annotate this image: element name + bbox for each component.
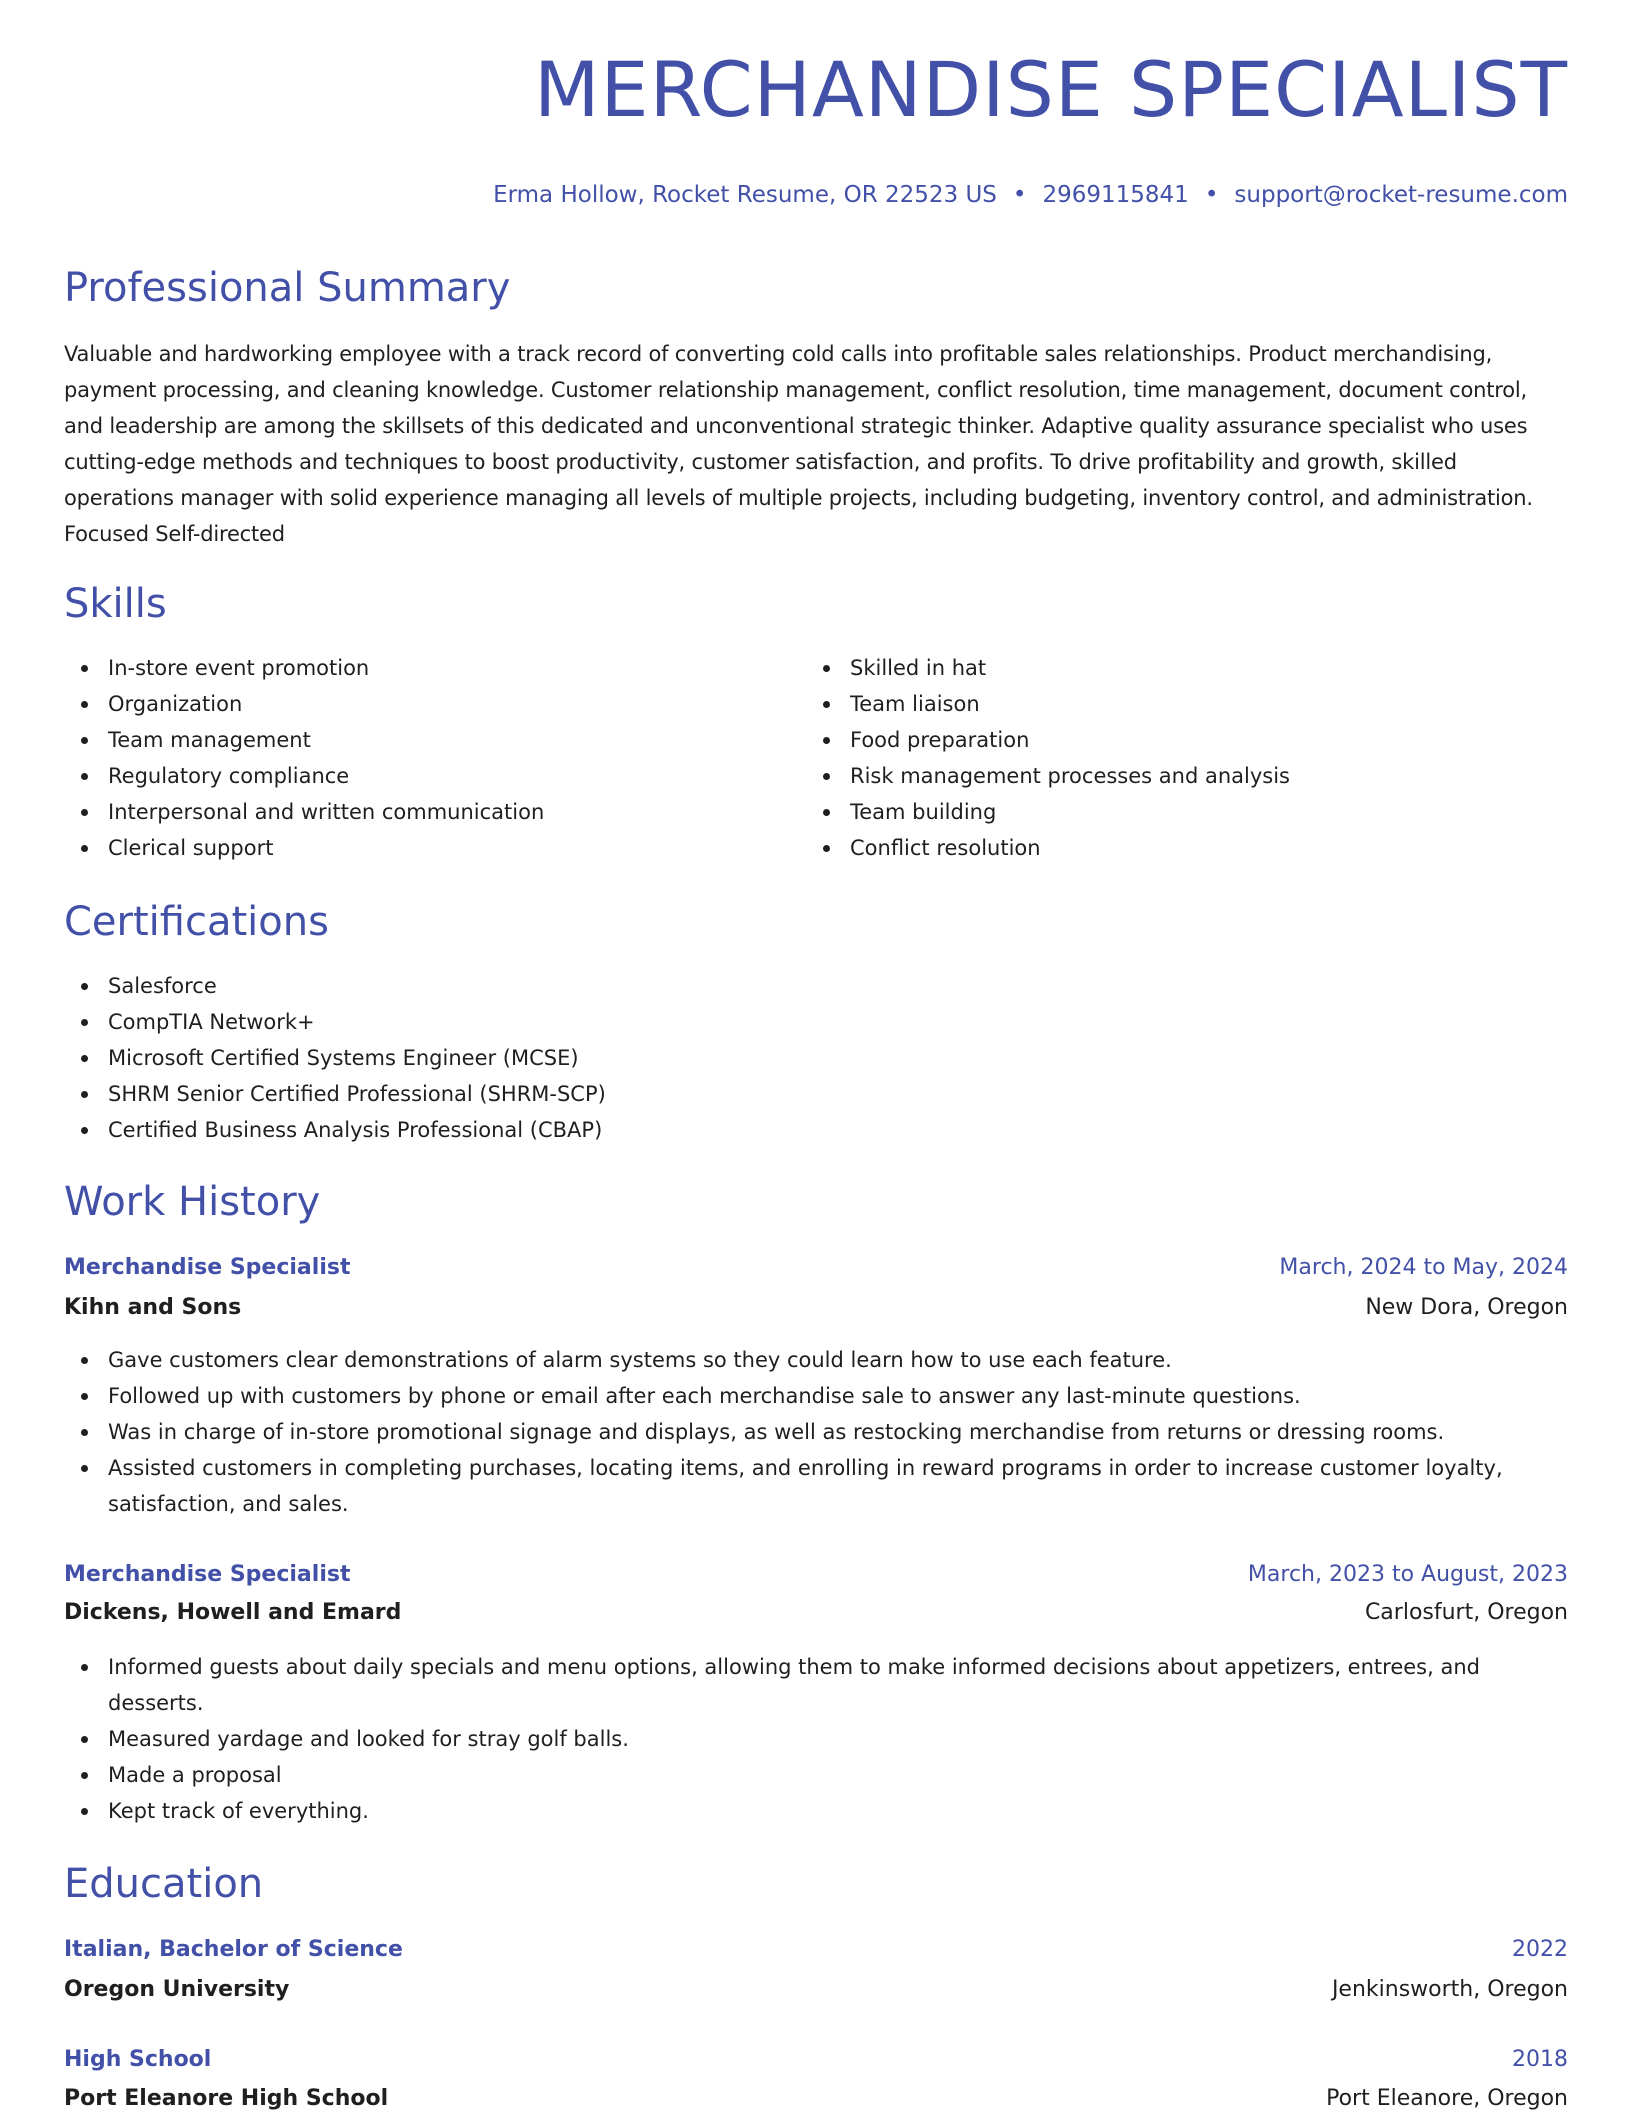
list-item: Regulatory compliance (64, 758, 544, 794)
list-item: Microsoft Certified Systems Engineer (MCSE) (64, 1040, 606, 1076)
contact-phone: 2969115841 (1042, 182, 1189, 208)
list-item: CompTIA Network+ (64, 1004, 606, 1040)
list-item: Team management (64, 722, 544, 758)
contact-line (493, 182, 1568, 208)
list-item: Assisted customers in completing purchases, locating items, and enrolling in reward programs in order to increase customer loyalty, satisfaction, and sales. (64, 1450, 1568, 1522)
list-item: Salesforce (64, 968, 606, 1004)
skills-list-right (806, 650, 1290, 866)
job-dates: March, 2023 to August, 2023 (1247, 1562, 1568, 1587)
list-item: Followed up with customers by phone or email after each merchandise sale to answer any last-minute questions. (64, 1378, 1568, 1414)
skills-list-left (64, 650, 544, 866)
education-degree: Italian, Bachelor of Science (64, 1937, 403, 1962)
list-item: Team building (806, 794, 1290, 830)
job-dates: March, 2024 to May, 2024 (1279, 1255, 1568, 1280)
list-item: Food preparation (806, 722, 1290, 758)
contact-email[interactable]: support@rocket-resume.com (1234, 182, 1568, 208)
list-item: Interpersonal and written communication (64, 794, 544, 830)
list-item: In-store event promotion (64, 650, 544, 686)
job-location: New Dora, Oregon (1365, 1295, 1568, 1320)
job-company-row (64, 1598, 1568, 1628)
education-school: Port Eleanore High School (64, 2086, 389, 2111)
job-title: Merchandise Specialist (64, 1255, 351, 1280)
education-school: Oregon University (64, 1977, 290, 2002)
page-title: MERCHANDISE SPECIALIST (533, 45, 1568, 134)
list-item: Conflict resolution (806, 830, 1290, 866)
job-duties-list (64, 1342, 1568, 1522)
job-title-row (64, 1560, 1568, 1590)
list-item: Was in charge of in-store promotional signage and displays, as well as restocking merchandise from returns or dressing rooms. (64, 1414, 1568, 1450)
education-year: 2022 (1512, 1937, 1568, 1962)
list-item: Measured yardage and looked for stray golf balls. (64, 1721, 1568, 1757)
education-school-row (64, 2084, 1568, 2112)
list-item: Risk management processes and analysis (806, 758, 1290, 794)
list-item: Skilled in hat (806, 650, 1290, 686)
work-history-heading: Work History (64, 1179, 321, 1225)
skills-heading: Skills (64, 581, 167, 627)
list-item: Kept track of everything. (64, 1793, 1568, 1829)
certifications-list (64, 968, 606, 1148)
list-item: Informed guests about daily specials and menu options, allowing them to make informed decisions about appetizers, entrees, and desserts. (64, 1649, 1568, 1721)
list-item: Certified Business Analysis Professional (CBAP) (64, 1112, 606, 1148)
resume-page (64, 0, 1568, 2112)
list-item: Made a proposal (64, 1757, 1568, 1793)
certifications-heading: Certifications (64, 899, 329, 945)
separator-dot: • (1012, 182, 1027, 208)
contact-address: Erma Hollow, Rocket Resume, OR 22523 US (493, 182, 997, 208)
job-company-row (64, 1293, 1568, 1323)
education-location: Jenkinsworth, Oregon (1331, 1977, 1568, 2002)
education-school-row (64, 1975, 1568, 2005)
job-duties-list (64, 1649, 1568, 1829)
education-degree-row (64, 2045, 1568, 2075)
summary-text: Valuable and hardworking employee with a track record of converting cold calls into profitable sales relationships. Product merchandising, payment processing, and cleaning knowledge. Customer relationship management, conflict resolution, time management, document control, and leadership are among the skillsets of this dedicated and unconventional strategic thinker. Adaptive quality assurance specialist who uses cutting-edge methods and techniques to boost productivity, customer satisfaction, and profits. To drive profitability and growth, skilled operations manager with solid experience managing all levels of multiple projects, including budgeting, inventory control, and administration. Focused Self-directed (64, 342, 1533, 546)
list-item: Gave customers clear demonstrations of alarm systems so they could learn how to use each feature. (64, 1342, 1568, 1378)
education-location: Port Eleanore, Oregon (1326, 2086, 1568, 2111)
job-company: Kihn and Sons (64, 1295, 242, 1320)
separator-dot: • (1204, 182, 1219, 208)
job-title: Merchandise Specialist (64, 1562, 351, 1587)
education-heading: Education (64, 1861, 264, 1907)
list-item: SHRM Senior Certified Professional (SHRM-SCP) (64, 1076, 606, 1112)
job-company: Dickens, Howell and Emard (64, 1600, 402, 1625)
job-location: Carlosfurt, Oregon (1364, 1600, 1568, 1625)
job-title-row (64, 1253, 1568, 1283)
education-year: 2018 (1512, 2047, 1568, 2072)
summary-heading: Professional Summary (64, 265, 511, 311)
list-item: Clerical support (64, 830, 544, 866)
list-item: Team liaison (806, 686, 1290, 722)
education-degree: High School (64, 2047, 212, 2072)
list-item: Organization (64, 686, 544, 722)
education-degree-row (64, 1935, 1568, 1965)
